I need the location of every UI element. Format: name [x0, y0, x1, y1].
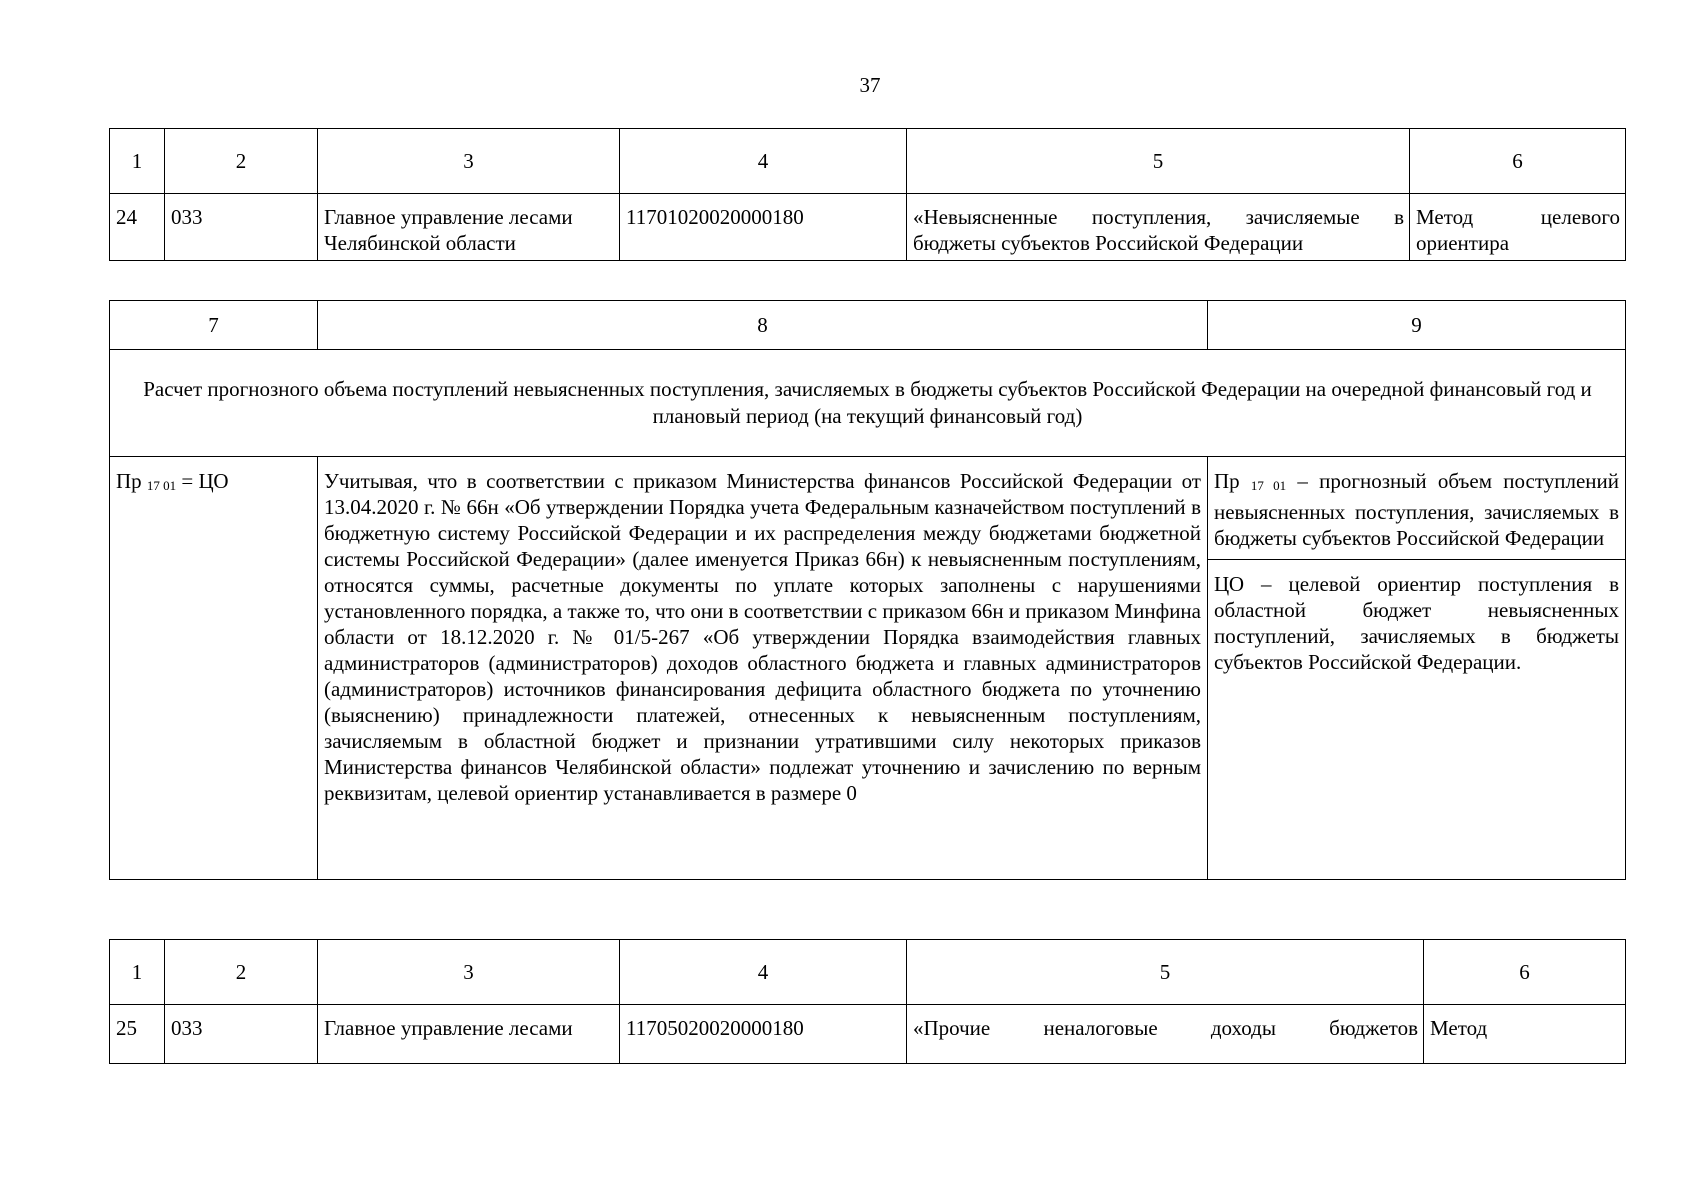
admin-name: Главное управление лесами Челябинской области — [318, 194, 620, 261]
calculation-body-row — [110, 457, 1626, 880]
row-number: 25 — [110, 1005, 165, 1064]
column-header: 7 — [110, 301, 318, 350]
forecast-method: Метод целевого ориентира — [1410, 194, 1626, 261]
explanation-prefix: Пр — [1214, 469, 1240, 493]
revenue-table-top — [109, 128, 1626, 261]
column-header: 5 — [907, 129, 1410, 194]
column-header: 9 — [1208, 301, 1626, 350]
column-header: 6 — [1424, 940, 1626, 1005]
explanation-forecast — [1208, 457, 1625, 559]
revenue-name: «Невыясненные поступления, зачисляемые в бюджеты субъектов Российской Федерации — [907, 194, 1410, 261]
page-number: 37 — [859, 73, 881, 97]
forecast-method: Метод — [1424, 1005, 1626, 1064]
explanation-text: – прогнозный объем поступлений невыясненных поступления, зачисляемых в бюджеты субъектов Российской Федерации — [1214, 469, 1619, 550]
formula-subscript: 17 01 — [146, 478, 177, 493]
calculation-description: Учитывая, что в соответствии с приказом Министерства финансов Российской Федерации от 13.04.2020 г. № 66н «Об утверждении Порядка учета Федеральным казначейством поступлений в бюджетную систему Российской Федерации и их распределения между бюджетами бюджетной системы Российской Федерации» (далее именуется Приказ 66н) к невыясненным поступлениям, относятся суммы, расчетные документы по уплате которых заполнены с нарушениями установленного порядка, а также то, что они в соответствии с приказом 66н и приказом Минфина области от 18.12.2020 г. № 01/5-267 «Об утверждении Порядка взаимодействия главных администраторов (администраторов) доходов областного бюджета и главных администраторов (администраторов) источников финансирования дефицита областного бюджета по уточнению (выяснению) принадлежности платежей, отнесенных к невыясненным поступлениям, зачисляемым в областной бюджет и признании утратившими силу некоторых приказов Министерства финансов Челябинской области» подлежат уточнению и зачислению по верным реквизитам, целевой ориентир устанавливается в размере 0 — [318, 457, 1208, 880]
column-header: 3 — [318, 940, 620, 1005]
table-header-row — [110, 940, 1626, 1005]
row-number: 24 — [110, 194, 165, 261]
column-header: 5 — [907, 940, 1424, 1005]
column-header: 1 — [110, 940, 165, 1005]
explanation-subscript: 17 01 — [1250, 478, 1287, 493]
explanation-cell — [1208, 457, 1626, 880]
column-header: 3 — [318, 129, 620, 194]
revenue-name: «Прочие неналоговые доходы бюджетов — [907, 1005, 1424, 1064]
revenue-table-bottom — [109, 939, 1626, 1064]
formula-suffix: = ЦО — [176, 469, 229, 493]
table-row — [110, 1005, 1626, 1064]
column-header: 8 — [318, 301, 1208, 350]
calculation-table — [109, 300, 1626, 880]
column-header: 6 — [1410, 129, 1626, 194]
admin-code: 033 — [165, 1005, 318, 1064]
formula-cell — [110, 457, 318, 880]
column-header: 4 — [620, 940, 907, 1005]
calculation-title: Расчет прогнозного объема поступлений невыясненных поступления, зачисляемых в бюджеты субъектов Российской Федерации на очередной финансовый год и плановый период (на текущий финансовый год) — [110, 350, 1626, 457]
column-header: 4 — [620, 129, 907, 194]
column-header: 1 — [110, 129, 165, 194]
explanation-target: ЦО – целевой ориентир поступления в областной бюджет невыясненных поступлений, зачисляемых в бюджеты субъектов Российской Федерации. — [1208, 559, 1625, 683]
calculation-title-row — [110, 350, 1626, 457]
admin-code: 033 — [165, 194, 318, 261]
column-header: 2 — [165, 940, 318, 1005]
kbk-code: 11705020020000180 — [620, 1005, 907, 1064]
admin-name: Главное управление лесами — [318, 1005, 620, 1064]
table-row — [110, 194, 1626, 261]
column-header: 2 — [165, 129, 318, 194]
table-header-row — [110, 129, 1626, 194]
formula-prefix: Пр — [116, 469, 142, 493]
kbk-code: 11701020020000180 — [620, 194, 907, 261]
table-header-row — [110, 301, 1626, 350]
